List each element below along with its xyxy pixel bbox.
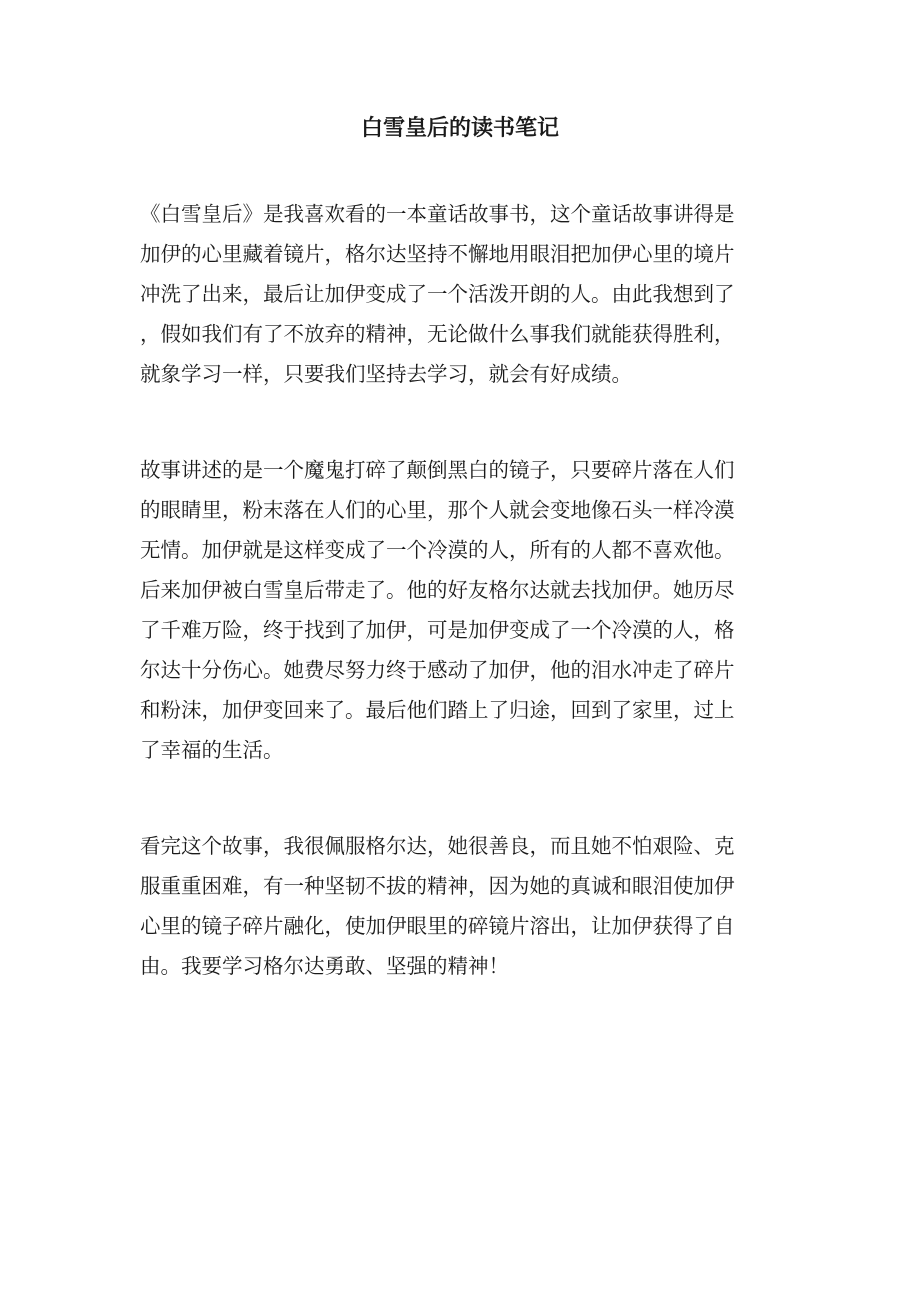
- paragraph-line: 就象学习一样，只要我们坚持去学习，就会有好成绩。: [140, 362, 632, 386]
- paragraph-line: 无情。加伊就是这样变成了一个冷漠的人，所有的人都不喜欢他。: [140, 538, 735, 562]
- paragraph-line: 服重重困难，有一种坚韧不拔的精神，因为她的真诚和眼泪使加伊: [140, 874, 735, 898]
- paragraph-line: 后来加伊被白雪皇后带走了。他的好友格尔达就去找加伊。她历尽: [140, 578, 735, 602]
- paragraph-line: 心里的镜子碎片融化，使加伊眼里的碎镜片溶出，让加伊获得了自: [140, 914, 735, 938]
- paragraph-line: 冲洗了出来，最后让加伊变成了一个活泼开朗的人。由此我想到了: [140, 282, 735, 306]
- paragraph-line: 和粉沫，加伊变回来了。最后他们踏上了归途，回到了家里，过上: [140, 698, 735, 722]
- paragraph-line: ，假如我们有了不放弃的精神，无论做什么事我们就能获得胜利，: [140, 322, 735, 346]
- paragraph-line: 了幸福的生活。: [140, 738, 284, 762]
- paragraph-line: 了千难万险，终于找到了加伊，可是加伊变成了一个冷漠的人，格: [140, 618, 735, 642]
- paragraph-line: 故事讲述的是一个魔鬼打碎了颠倒黑白的镜子，只要碎片落在人们: [140, 458, 735, 482]
- document-title: 白雪皇后的读书笔记: [360, 115, 559, 141]
- paragraph-line: 尔达十分伤心。她费尽努力终于感动了加伊，他的泪水冲走了碎片: [140, 658, 735, 682]
- paragraph-line: 看完这个故事，我很佩服格尔达，她很善良，而且她不怕艰险、克: [140, 834, 735, 858]
- paragraph-1: [140, 194, 780, 394]
- paragraph-3: [140, 826, 780, 986]
- paragraph-2: [140, 450, 780, 770]
- paragraph-line: 《白雪皇后》是我喜欢看的一本童话故事书，这个童话故事讲得是: [140, 202, 735, 226]
- paragraph-line: 加伊的心里藏着镜片，格尔达坚持不懈地用眼泪把加伊心里的境片: [140, 242, 735, 266]
- paragraph-line: 由。我要学习格尔达勇敢、坚强的精神！: [140, 954, 509, 978]
- paragraph-line: 的眼睛里，粉末落在人们的心里，那个人就会变地像石头一样冷漠: [140, 498, 735, 522]
